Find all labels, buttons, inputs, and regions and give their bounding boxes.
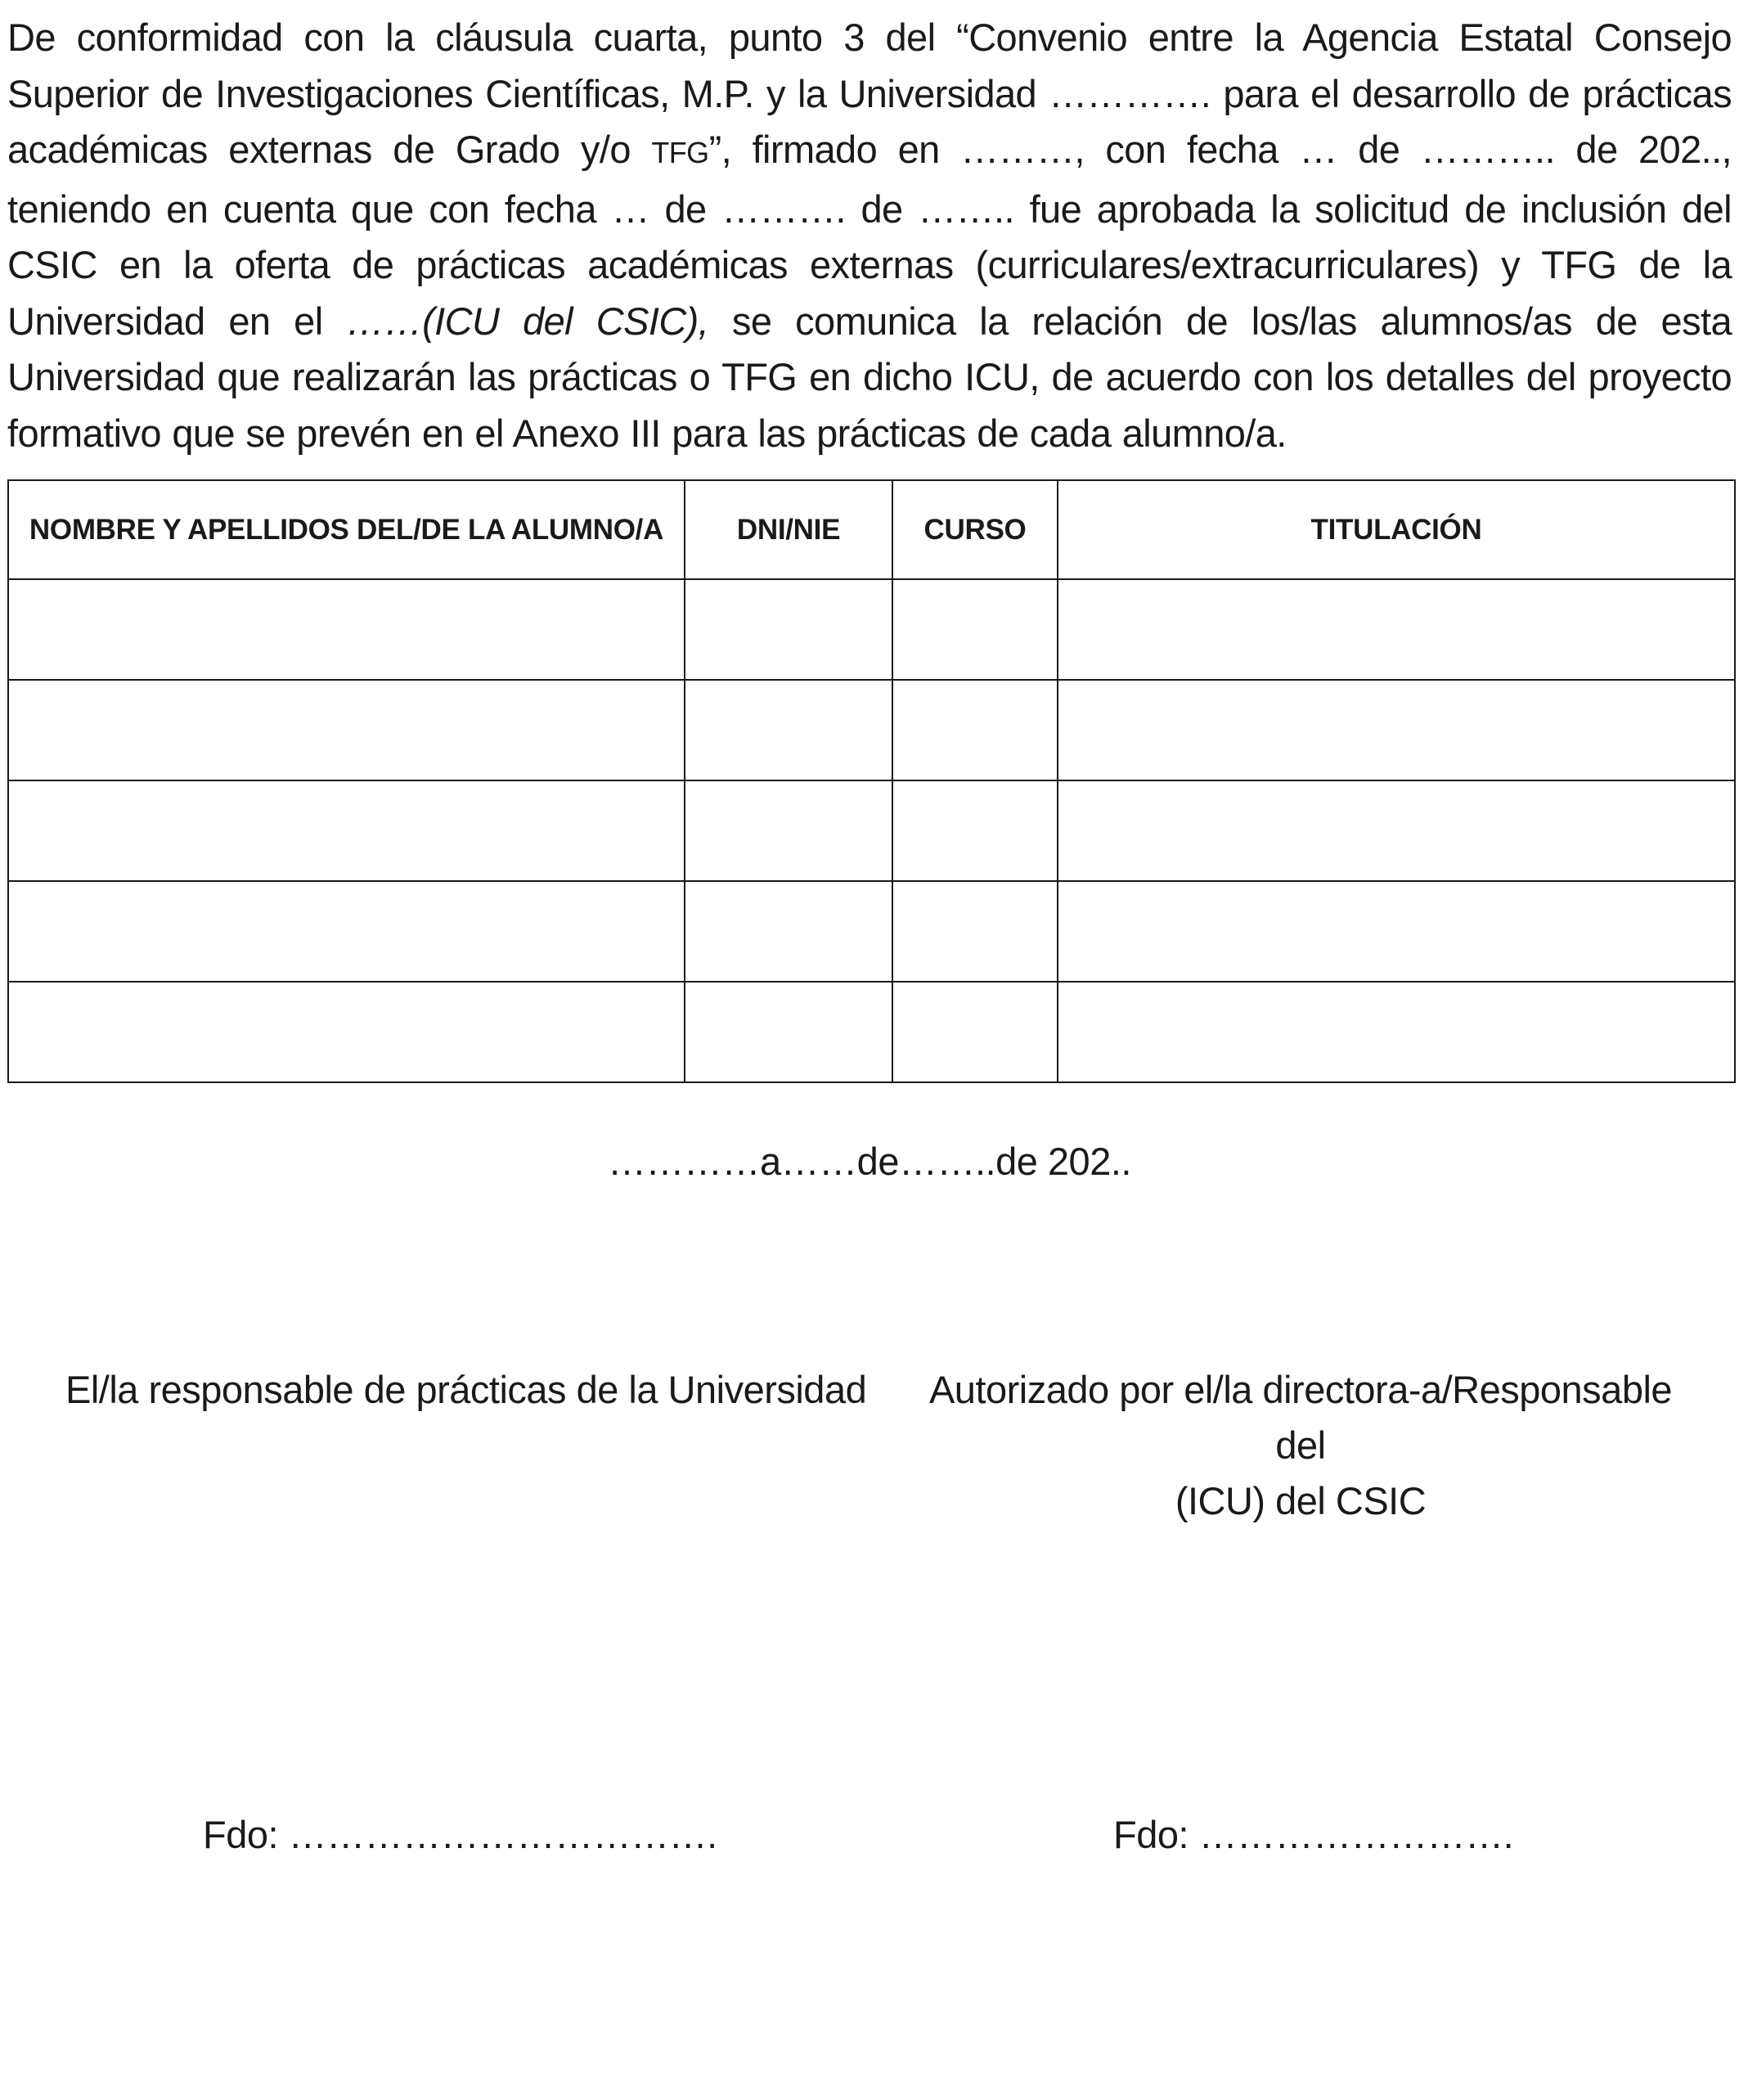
cell-nombre[interactable] [8,881,685,982]
cell-dni[interactable] [685,780,892,881]
header-dni: DNI/NIE [685,480,892,579]
university-signatory-title: El/la responsable de prácticas de la Universidad [65,1368,867,1411]
table-row [8,881,1735,982]
intro-text-part1: De conformidad con la cláusula cuarta, punto 3 del “Convenio entre la Agencia Estatal Consejo Superior de Investigaciones Científicas, M.P. y la Universidad …………. para el desarrollo de prácticas académicas externas de Grado y/o [7,16,1732,171]
cell-nombre[interactable] [8,680,685,780]
table-row [8,982,1735,1082]
csic-signatory-title-line1: Autorizado por el/la directora-a/Responsable del [928,1368,1673,1467]
cell-dni[interactable] [685,579,892,680]
cell-curso[interactable] [892,579,1058,680]
students-table [7,479,1736,1083]
table-row [8,780,1735,881]
cell-curso[interactable] [892,780,1058,881]
cell-nombre[interactable] [8,579,685,680]
table-row [8,680,1735,780]
header-nombre: NOMBRE Y APELLIDOS DEL/DE LA ALUMNO/A [8,480,685,579]
csic-signatory-title-line2: (ICU) del CSIC [1175,1479,1427,1522]
date-place-line: …………a……de……..de 202.. [608,1140,1131,1183]
table-header-row [8,480,1735,579]
intro-text-part3: se comunica la relación de los/las alumnos/as de esta Universidad que realizarán las prácticas o TFG en dicho ICU, de acuerdo con los detalles del proyecto formativo que se prevén en el Anexo III para las prácticas de cada alumno/a. [7,299,1732,455]
intro-icu-italic: ……(ICU del CSIC), [346,299,709,343]
header-curso: CURSO [892,480,1058,579]
cell-titulacion[interactable] [1058,881,1735,982]
cell-dni[interactable] [685,982,892,1082]
header-titulacion: TITULACIÓN [1058,480,1735,579]
cell-curso[interactable] [892,881,1058,982]
intro-tfg-small: TFG [651,136,709,169]
cell-curso[interactable] [892,680,1058,780]
cell-nombre[interactable] [8,982,685,1082]
cell-titulacion[interactable] [1058,680,1735,780]
cell-titulacion[interactable] [1058,579,1735,680]
cell-curso[interactable] [892,982,1058,1082]
cell-dni[interactable] [685,680,892,780]
intro-text-part2: ”, firmado en ………, con fecha … de ……….. de 202.., teniendo en cuenta que con fecha … de ………. de …….. fue aprobada la solicitud de inclusión del CSIC en la oferta de prácticas académicas externas (curriculares/extracurriculares) y TFG de la Universidad en el [7,128,1732,343]
csic-signature-line: Fdo: ……………………. [1113,1813,1514,1856]
cell-nombre[interactable] [8,780,685,881]
table-row [8,579,1735,680]
cell-titulacion[interactable] [1058,780,1735,881]
intro-paragraph [7,10,1732,461]
cell-dni[interactable] [685,881,892,982]
csic-signatory-title [900,1362,1701,1529]
cell-titulacion[interactable] [1058,982,1735,1082]
university-signature-line: Fdo: ……………………………. [203,1813,717,1856]
